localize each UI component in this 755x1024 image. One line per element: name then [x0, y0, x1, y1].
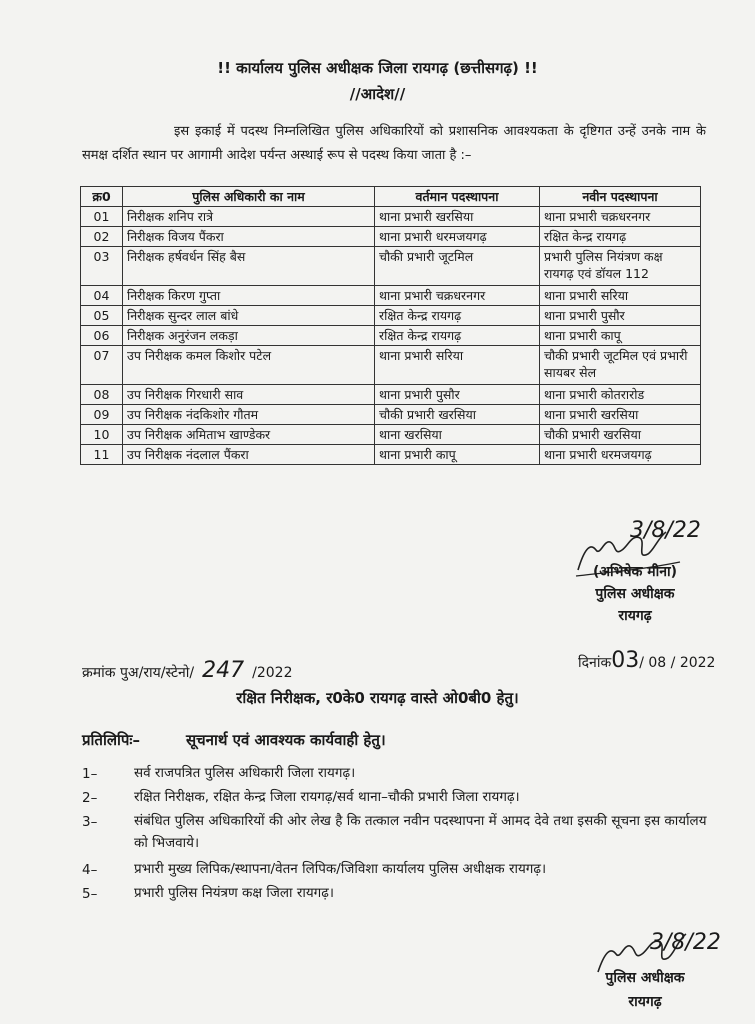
row-new-posting: थाना प्रभारी सरिया: [540, 286, 701, 306]
row-officer-name: उप निरीक्षक गिरधारी साव: [123, 385, 375, 405]
row-officer-name: निरीक्षक अनुरंजन लकड़ा: [123, 326, 375, 346]
header-new-posting: नवीन पदस्थापना: [540, 187, 701, 207]
row-officer-name: उप निरीक्षक अमिताभ खाण्डेकर: [123, 425, 375, 445]
row-sn: 06: [81, 326, 123, 346]
copy-item-number: 2–: [82, 790, 98, 806]
row-current-posting: चौकी प्रभारी जूटमिल: [375, 247, 540, 286]
signatory-designation: पुलिस अधीक्षक: [595, 586, 675, 602]
table-row: [81, 425, 701, 445]
copy-item-number: 5–: [82, 886, 98, 902]
header-name: पुलिस अधिकारी का नाम: [123, 187, 375, 207]
copy-item-text: रक्षित निरीक्षक, रक्षित केन्द्र जिला रायगढ़/सर्व थाना–चौकी प्रभारी जिला रायगढ़।: [134, 789, 520, 805]
row-officer-name: उप निरीक्षक कमल किशोर पटेल: [123, 346, 375, 385]
copy-item-text: संबंधित पुलिस अधिकारियों की ओर लेख है कि तत्काल नवीन पदस्थापना में आमद देवे तथा इसकी सूचना इस कार्यालय को भिजवाये।: [134, 813, 707, 851]
row-new-posting: थाना प्रभारी चक्रधरनगर: [540, 207, 701, 227]
row-sn: 09: [81, 405, 123, 425]
row-new-posting: चौकी प्रभारी जूटमिल एवं प्रभारी सायबर सेल: [540, 346, 701, 385]
table-row: [81, 326, 701, 346]
table-row: [81, 247, 701, 286]
row-sn: 02: [81, 227, 123, 247]
row-sn: 08: [81, 385, 123, 405]
row-new-posting: प्रभारी पुलिस नियंत्रण कक्ष रायगढ़ एवं डॉयल 112: [540, 247, 701, 286]
row-sn: 05: [81, 306, 123, 326]
signature-2-place: रायगढ़: [628, 994, 662, 1010]
row-officer-name: निरीक्षक विजय पैंकरा: [123, 227, 375, 247]
table-row: [81, 286, 701, 306]
row-new-posting: थाना प्रभारी पुसौर: [540, 306, 701, 326]
signatory-place: रायगढ़: [618, 608, 652, 624]
row-new-posting: थाना प्रभारी खरसिया: [540, 405, 701, 425]
row-new-posting: चौकी प्रभारी खरसिया: [540, 425, 701, 445]
row-officer-name: निरीक्षक किरण गुप्ता: [123, 286, 375, 306]
header-sn: क्र0: [81, 187, 123, 207]
table-row: [81, 346, 701, 385]
copy-item-text: प्रभारी मुख्य लिपिक/स्थापना/वेतन लिपिक/जिविशा कार्यालय पुलिस अधीक्षक रायगढ़।: [134, 861, 547, 877]
copy-item-number: 3–: [82, 814, 98, 830]
table-row: [81, 306, 701, 326]
row-sn: 10: [81, 425, 123, 445]
row-new-posting: थाना प्रभारी धरमजयगढ़: [540, 445, 701, 465]
table-row: [81, 207, 701, 227]
table-row: [81, 405, 701, 425]
date-rest: / 08 / 2022: [639, 655, 716, 671]
row-current-posting: थाना प्रभारी चक्रधरनगर: [375, 286, 540, 306]
row-sn: 04: [81, 286, 123, 306]
table-row: [81, 227, 701, 247]
reference-number-line: [82, 658, 292, 683]
row-officer-name: निरीक्षक सुन्दर लाल बांधे: [123, 306, 375, 326]
row-new-posting: रक्षित केन्द्र रायगढ़: [540, 227, 701, 247]
row-current-posting: थाना प्रभारी पुसौर: [375, 385, 540, 405]
row-current-posting: थाना प्रभारी कापू: [375, 445, 540, 465]
copy-item-text: प्रभारी पुलिस नियंत्रण कक्ष जिला रायगढ़।: [134, 885, 334, 901]
row-current-posting: रक्षित केन्द्र रायगढ़: [375, 326, 540, 346]
row-officer-name: उप निरीक्षक नंदलाल पैंकरा: [123, 445, 375, 465]
office-title: !! कार्यालय पुलिस अधीक्षक जिला रायगढ़ (छत्तीसगढ़) !!: [217, 59, 538, 77]
reference-year: /2022: [252, 665, 293, 681]
copy-item-text: सर्व राजपत्रित पुलिस अधिकारी जिला रायगढ़।: [134, 765, 356, 781]
row-current-posting: थाना प्रभारी सरिया: [375, 346, 540, 385]
row-officer-name: निरीक्षक हर्षवर्धन सिंह बैस: [123, 247, 375, 286]
signature-2-date: 3/8/22: [650, 930, 721, 955]
order-heading: //आदेश//: [349, 85, 406, 103]
row-sn: 01: [81, 207, 123, 227]
row-current-posting: थाना प्रभारी खरसिया: [375, 207, 540, 227]
row-sn: 11: [81, 445, 123, 465]
row-sn: 03: [81, 247, 123, 286]
row-new-posting: थाना प्रभारी कापू: [540, 326, 701, 346]
date-line: [578, 648, 715, 673]
reference-prefix: क्रमांक पुअ/राय/स्टेनो/: [82, 665, 195, 681]
row-current-posting: थाना खरसिया: [375, 425, 540, 445]
signature-2-designation: पुलिस अधीक्षक: [605, 970, 685, 986]
row-officer-name: उप निरीक्षक नंदकिशोर गौतम: [123, 405, 375, 425]
transfer-table: [80, 186, 701, 465]
row-current-posting: चौकी प्रभारी खरसिया: [375, 405, 540, 425]
signatory-name: (अभिषेक मीना): [592, 564, 678, 580]
forward-subject: रक्षित निरीक्षक, र0के0 रायगढ़ वास्ते ओ0बी0 हेतु।: [236, 689, 519, 707]
row-new-posting: थाना प्रभारी कोतरारोड: [540, 385, 701, 405]
row-current-posting: थाना प्रभारी धरमजयगढ़: [375, 227, 540, 247]
signature-1-date: 3/8/22: [630, 518, 701, 543]
header-current-posting: वर्तमान पदस्थापना: [375, 187, 540, 207]
date-prefix: दिनांक: [578, 655, 612, 671]
table-row: [81, 385, 701, 405]
row-officer-name: निरीक्षक शनिप रात्रे: [123, 207, 375, 227]
copy-label: प्रतिलिपिः–: [82, 731, 140, 749]
copy-text: सूचनार्थ एवं आवश्यक कार्यवाही हेतु।: [186, 731, 386, 749]
copy-item-number: 4–: [82, 862, 98, 878]
copy-item-number: 1–: [82, 766, 98, 782]
row-current-posting: रक्षित केन्द्र रायगढ़: [375, 306, 540, 326]
table-header-row: [81, 187, 701, 207]
reference-number: 247: [202, 658, 245, 683]
intro-paragraph: इस इकाई में पदस्थ निम्नलिखित पुलिस अधिकारियों को प्रशासनिक आवश्यकता के दृष्टिगत उन्हें उनके नाम के समक्ष दर्शित स्थान पर आगामी आदेश पर्यन्त अस्थाई रूप से पदस्थ किया जाता है :–: [82, 124, 706, 163]
date-day: 03: [611, 648, 640, 673]
row-sn: 07: [81, 346, 123, 385]
table-row: [81, 445, 701, 465]
